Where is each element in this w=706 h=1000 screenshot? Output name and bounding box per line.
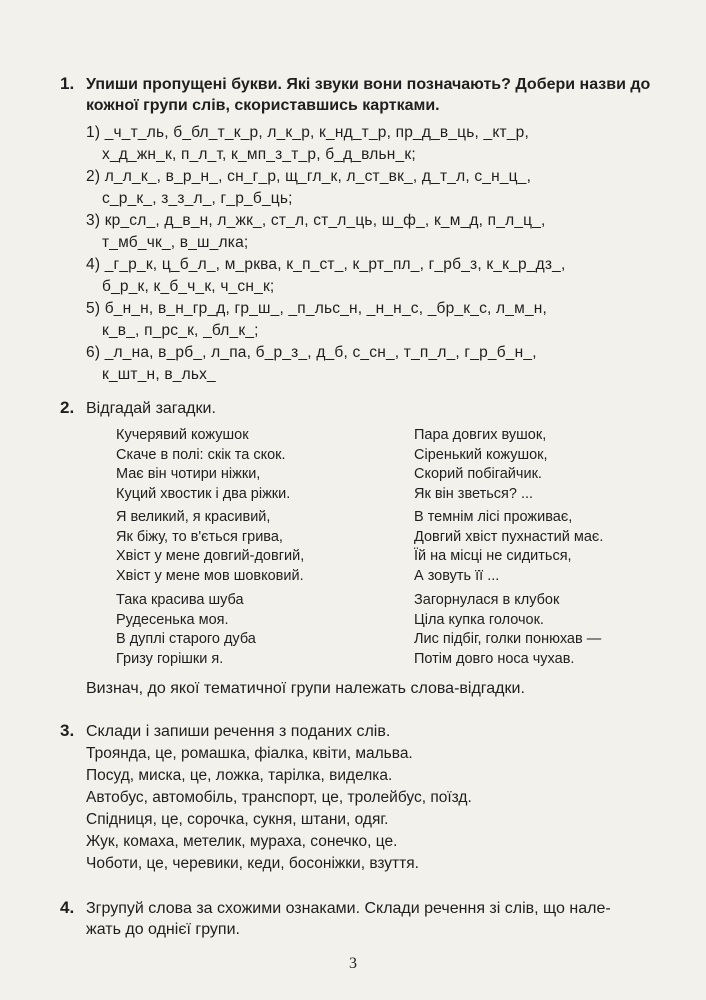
- exercise-line: 6) _л_на, в_рб_, л_па, б_р_з_, д_б, с_сн_, т_п_л_, г_р_б_н_,: [86, 344, 537, 361]
- riddle-line: Хвіст у мене довгий-довгий,: [116, 548, 305, 564]
- riddle-line: Рудесенька моя.: [116, 611, 229, 628]
- task-number: 3.: [60, 721, 75, 740]
- riddle-line: Має він чотири ніжки,: [116, 466, 261, 482]
- exercise-line: 3) кр_сл_, д_в_н, л_жк_, ст_л, ст_л_ць, ш_ф_, к_м_д, п_л_ц_,: [86, 212, 546, 229]
- task-2-question: Визнач, до якої тематичної групи належать слова-відгадки.: [86, 680, 525, 697]
- riddle-stanza: [116, 508, 304, 586]
- task-title-line: жать до однієї групи.: [86, 921, 240, 938]
- riddle-line: Їй на місці не сидиться,: [414, 548, 572, 564]
- riddle-line: Як біжу, то в'ється грива,: [116, 528, 283, 545]
- exercise-line: т_мб_чк_, в_ш_лка;: [102, 234, 249, 251]
- word-line: Посуд, миска, це, ложка, тарілка, виделка.: [86, 767, 393, 784]
- riddle-line: Куций хвостик і два ріжки.: [116, 485, 291, 502]
- word-line: Троянда, це, ромашка, фіалка, квіти, мальва.: [86, 745, 413, 762]
- task-title: [86, 721, 660, 742]
- task-title-line: Упиши пропущені букви. Які звуки вони позначають? Добери назви до: [86, 76, 651, 93]
- riddle-line: Скаче в полі: скік та скок.: [116, 446, 286, 463]
- exercise-line: х_д_жн_к, п_л_т, к_мп_з_т_р, б_д_вльн_к;: [102, 146, 416, 163]
- riddle-line: Потім довго носа чухав.: [414, 650, 575, 667]
- task-title: [86, 74, 660, 116]
- riddle-line: Довгий хвіст пухнастий має.: [414, 528, 604, 545]
- riddle-line: Гризу горішки я.: [116, 650, 224, 667]
- task-1: [60, 74, 660, 386]
- riddle-line: Скорий побігайчик.: [414, 466, 542, 482]
- word-line: Спідниця, це, сорочка, сукня, штани, одяг.: [86, 811, 389, 828]
- riddle-line: Хвіст у мене мов шовковий.: [116, 567, 304, 584]
- task-3: [60, 721, 660, 875]
- riddle-line: Ціла купка голочок.: [414, 611, 544, 628]
- riddle-line: Лис підбіг, голки понюхав —: [414, 631, 602, 647]
- task-number: 2.: [60, 398, 75, 417]
- task-title: [86, 898, 660, 940]
- task-title-line: кожної групи слів, скориставшись картками.: [86, 97, 440, 114]
- riddle-stanza: [414, 508, 603, 586]
- riddle-stanza: [116, 591, 256, 669]
- exercise-line: с_р_к_, з_з_л_, г_р_б_ць;: [102, 190, 293, 207]
- exercise-line: 1) _ч_т_ль, б_бл_т_к_р, л_к_р, к_нд_т_р, пр_д_в_ць, _кт_р,: [86, 124, 529, 141]
- exercise-line: к_шт_н, в_льх_: [102, 366, 216, 383]
- task-title-line: Згрупуй слова за схожими ознаками. Склади речення зі слів, що нале-: [86, 900, 611, 917]
- riddle-line: Загорнулася в клубок: [414, 592, 560, 608]
- riddle-line: Сіренький кожушок,: [414, 446, 548, 463]
- exercise-line: 5) б_н_н, в_н_гр_д, гр_ш_, _п_льс_н, _н_н_с, _бр_к_с, л_м_н,: [86, 300, 548, 317]
- sentence-words: [86, 743, 660, 875]
- riddle-line: Пара довгих вушок,: [414, 427, 547, 443]
- riddle-stanza: [116, 426, 290, 504]
- task-title-text: Склади і запиши речення з поданих слів.: [86, 723, 391, 740]
- riddle-line: Як він зветься? ...: [414, 485, 534, 502]
- word-line: Чоботи, це, черевики, кеди, босоніжки, взуття.: [86, 855, 419, 872]
- riddle-line: Я великий, я красивий,: [116, 509, 271, 525]
- riddle-line: Така красива шуба: [116, 592, 244, 608]
- riddle-stanza: [414, 426, 548, 504]
- task-number: 4.: [60, 898, 75, 917]
- riddle-line: В дуплі старого дуба: [116, 631, 256, 647]
- page-number: 3: [349, 955, 357, 972]
- task-2: [60, 398, 660, 419]
- exercise-line: к_в_, п_рс_к, _бл_к_;: [102, 322, 259, 339]
- exercise-line: 4) _г_р_к, ц_б_л_, м_рква, к_п_ст_, к_рт_пл_, г_рб_з, к_к_р_дз_,: [86, 256, 566, 273]
- riddle-stanza: [414, 591, 601, 669]
- task-4: [60, 898, 660, 940]
- word-line: Жук, комаха, метелик, мураха, сонечко, це.: [86, 833, 398, 850]
- exercise-lines: [86, 122, 660, 386]
- task-title-text: Відгадай загадки.: [86, 400, 216, 417]
- task-number: 1.: [60, 74, 75, 93]
- exercise-line: 2) л_л_к_, в_р_н_, сн_г_р, щ_гл_к, л_ст_вк_, д_т_л, с_н_ц_,: [86, 168, 532, 185]
- riddle-line: А зовуть її ...: [414, 567, 500, 584]
- riddle-line: Кучерявий кожушок: [116, 427, 249, 443]
- exercise-line: б_р_к, к_б_ч_к, ч_сн_к;: [102, 278, 275, 295]
- task-title: [86, 398, 660, 419]
- riddle-line: В темнім лісі проживає,: [414, 509, 573, 525]
- word-line: Автобус, автомобіль, транспорт, це, тролейбус, поїзд.: [86, 789, 472, 806]
